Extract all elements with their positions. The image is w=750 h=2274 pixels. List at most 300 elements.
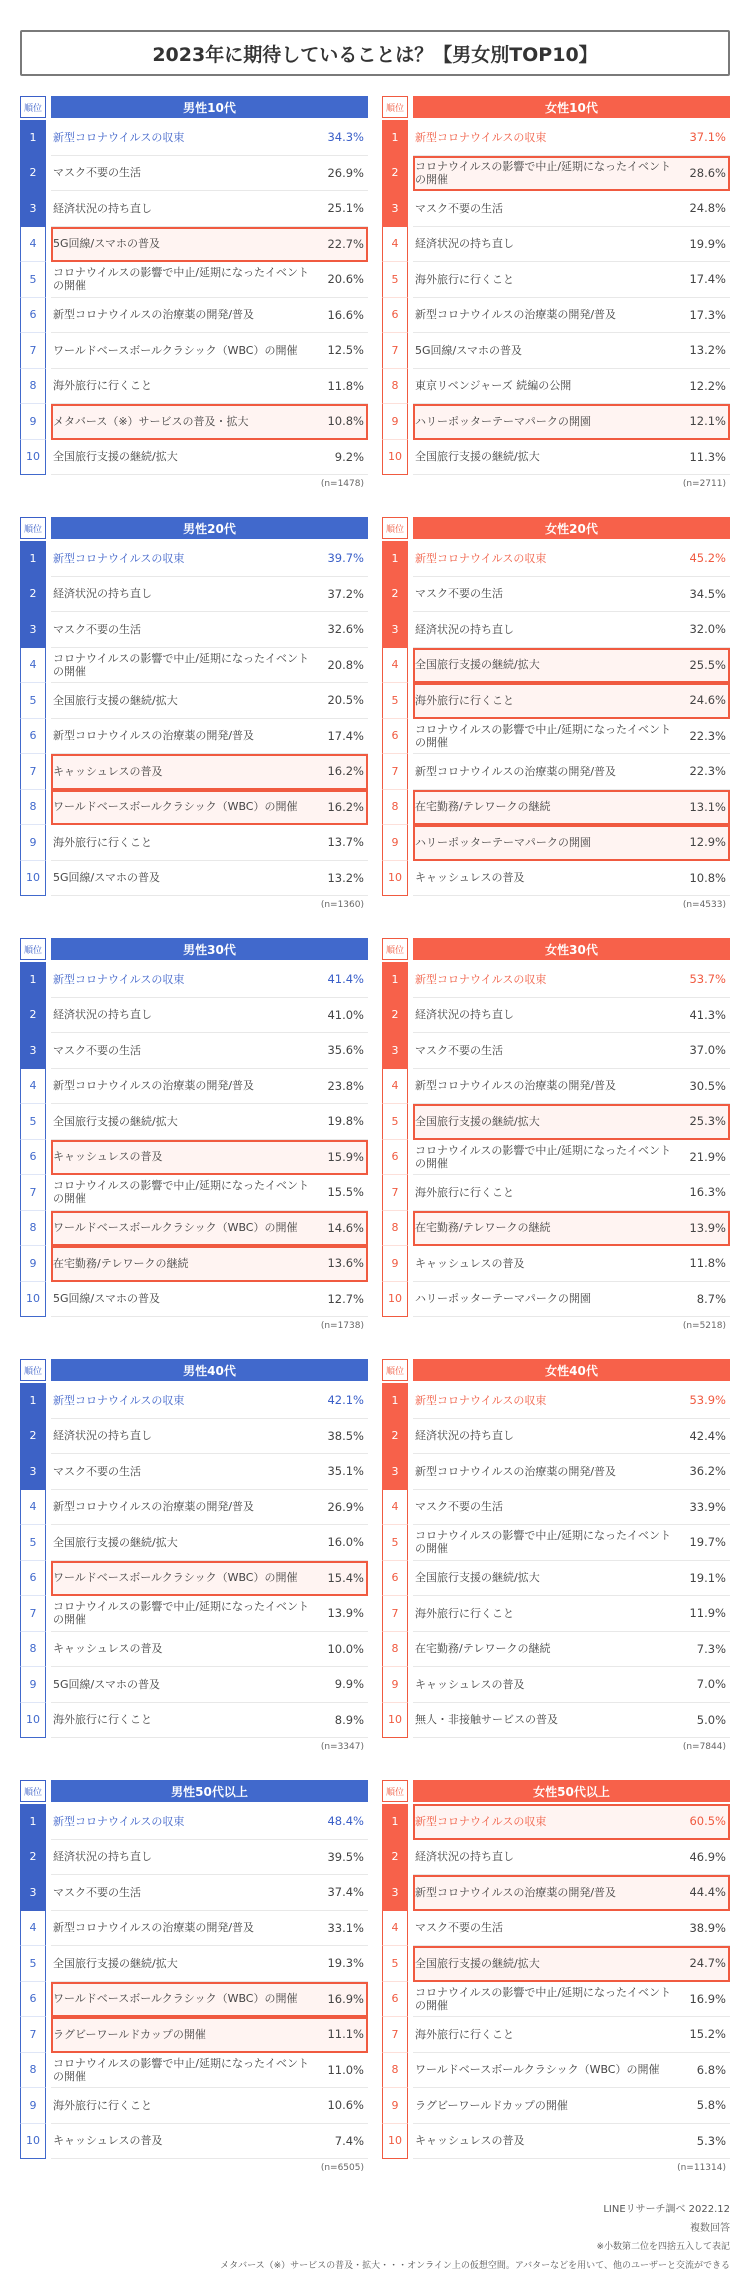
- ranking-table-female: [382, 1359, 730, 1752]
- item-label: コロナウイルスの影響で中止/延期になったイベントの開催: [53, 266, 310, 293]
- item-percentage: 24.6%: [689, 693, 726, 708]
- item-percentage: 37.1%: [689, 130, 726, 145]
- row-body: [51, 1490, 368, 1526]
- rank-number: 10: [20, 440, 46, 476]
- table-row: [20, 1383, 368, 1419]
- row-body: [413, 1911, 730, 1947]
- rank-column-header: 順位: [382, 96, 408, 118]
- row-body: [51, 1033, 368, 1069]
- sample-size: (n=5218): [682, 1321, 726, 1331]
- table-row: [20, 719, 368, 755]
- table-row: [20, 1104, 368, 1140]
- item-label: マスク不要の生活: [415, 587, 503, 601]
- item-label: 新型コロナウイルスの収束: [53, 551, 185, 565]
- item-percentage: 23.8%: [327, 1078, 364, 1093]
- item-percentage: 42.1%: [327, 1393, 364, 1408]
- table-row: [382, 1246, 730, 1282]
- table-row: [382, 1490, 730, 1526]
- item-label: キャッシュレスの普及: [53, 764, 163, 778]
- table-row: [382, 1175, 730, 1211]
- rank-number: 3: [382, 1033, 408, 1069]
- item-label: コロナウイルスの影響で中止/延期になったイベントの開催: [415, 1985, 672, 2012]
- rank-column-header: 順位: [20, 517, 46, 539]
- item-label: ワールドベースボールクラシック（WBC）の開催: [53, 800, 298, 814]
- item-label: 経済状況の持ち直し: [53, 587, 152, 601]
- row-body: [413, 191, 730, 227]
- row-body: [413, 1104, 730, 1140]
- row-body: [51, 2053, 368, 2089]
- row-body: [413, 333, 730, 369]
- item-percentage: 20.5%: [327, 693, 364, 708]
- rank-number: 4: [382, 1069, 408, 1105]
- rank-number: 7: [382, 1175, 408, 1211]
- row-body: [51, 998, 368, 1034]
- row-body: [413, 1069, 730, 1105]
- item-percentage: 15.4%: [327, 1570, 364, 1585]
- item-percentage: 19.8%: [327, 1114, 364, 1129]
- row-body: [413, 648, 730, 684]
- table-header: [382, 1780, 730, 1802]
- row-body: [51, 1561, 368, 1597]
- item-percentage: 11.1%: [327, 2027, 364, 2042]
- item-label: 海外旅行に行くこと: [415, 272, 514, 286]
- item-percentage: 11.8%: [327, 378, 364, 393]
- rank-number: 8: [382, 369, 408, 405]
- item-label: ハリーポッターテーマパークの開園: [415, 835, 591, 849]
- item-label: コロナウイルスの影響で中止/延期になったイベントの開催: [415, 1143, 672, 1170]
- item-label: 経済状況の持ち直し: [53, 1429, 152, 1443]
- table-row: [382, 298, 730, 334]
- rank-number: 8: [382, 790, 408, 826]
- table-row: [20, 1632, 368, 1668]
- row-body: [51, 1632, 368, 1668]
- item-label: 全国旅行支援の継続/拡大: [53, 1535, 178, 1549]
- item-percentage: 32.6%: [327, 622, 364, 637]
- row-body: [51, 962, 368, 998]
- item-percentage: 35.6%: [327, 1043, 364, 1058]
- sample-size: (n=3347): [320, 1742, 364, 1752]
- table-row: [20, 369, 368, 405]
- rank-number: 6: [382, 1140, 408, 1176]
- rank-number: 2: [382, 1419, 408, 1455]
- item-percentage: 25.3%: [689, 1114, 726, 1129]
- rank-column-header: 順位: [382, 517, 408, 539]
- group-label: 男性30代: [51, 938, 368, 960]
- item-label: 経済状況の持ち直し: [415, 622, 514, 636]
- table-row: [382, 1282, 730, 1318]
- table-row: [382, 2088, 730, 2124]
- rank-number: 3: [20, 1033, 46, 1069]
- row-body: [51, 825, 368, 861]
- item-label: 全国旅行支援の継続/拡大: [415, 1114, 540, 1128]
- row-body: [413, 861, 730, 897]
- item-label: 新型コロナウイルスの収束: [415, 1814, 547, 1828]
- row-body: [413, 262, 730, 298]
- table-row: [382, 1632, 730, 1668]
- row-body: [51, 577, 368, 613]
- item-percentage: 12.7%: [327, 1291, 364, 1306]
- table-row: [20, 1804, 368, 1840]
- item-label: キャッシュレスの普及: [415, 1256, 525, 1270]
- sample-size: (n=1738): [320, 1321, 364, 1331]
- rank-number: 3: [20, 1454, 46, 1490]
- table-row: [20, 683, 368, 719]
- rank-number: 7: [20, 1596, 46, 1632]
- table-row: [382, 369, 730, 405]
- table-row: [382, 1911, 730, 1947]
- rank-number: 1: [382, 962, 408, 998]
- row-body: [51, 2088, 368, 2124]
- item-percentage: 22.3%: [689, 728, 726, 743]
- item-percentage: 16.2%: [327, 764, 364, 779]
- item-label: 海外旅行に行くこと: [415, 1185, 514, 1199]
- item-percentage: 16.6%: [327, 307, 364, 322]
- table-row: [20, 1946, 368, 1982]
- item-percentage: 19.7%: [689, 1535, 726, 1550]
- rank-number: 8: [382, 2053, 408, 2089]
- item-label: ワールドベースボールクラシック（WBC）の開催: [53, 1992, 298, 2006]
- rank-number: 2: [382, 998, 408, 1034]
- table-header: [382, 1359, 730, 1381]
- rank-number: 6: [382, 298, 408, 334]
- row-body: [51, 1140, 368, 1176]
- sample-size: (n=2711): [682, 479, 726, 489]
- table-header: [20, 517, 368, 539]
- row-body: [51, 191, 368, 227]
- table-row: [20, 1246, 368, 1282]
- sample-size: (n=1478): [320, 479, 364, 489]
- rank-number: 4: [20, 1069, 46, 1105]
- item-label: コロナウイルスの影響で中止/延期になったイベントの開催: [415, 722, 672, 749]
- rank-number: 5: [382, 1104, 408, 1140]
- item-label: 無人・非接触サービスの普及: [415, 1713, 558, 1727]
- item-percentage: 38.9%: [689, 1920, 726, 1935]
- table-row: [382, 962, 730, 998]
- row-body: [413, 120, 730, 156]
- row-body: [413, 1632, 730, 1668]
- item-percentage: 13.9%: [327, 1606, 364, 1621]
- table-row: [382, 262, 730, 298]
- row-body: [413, 2017, 730, 2053]
- rank-column-header: 順位: [382, 938, 408, 960]
- group-label: 女性10代: [413, 96, 730, 118]
- table-row: [382, 440, 730, 476]
- item-percentage: 53.9%: [689, 1393, 726, 1408]
- table-row: [20, 1982, 368, 2018]
- item-label: マスク不要の生活: [415, 201, 503, 215]
- rank-number: 1: [20, 1383, 46, 1419]
- table-row: [382, 2053, 730, 2089]
- item-percentage: 34.3%: [327, 130, 364, 145]
- rank-number: 6: [20, 1982, 46, 2018]
- item-label: マスク不要の生活: [53, 166, 141, 180]
- rounding-note: ※小数第二位を四捨五入して表記: [596, 2242, 730, 2252]
- row-body: [51, 2017, 368, 2053]
- item-percentage: 8.9%: [334, 1712, 364, 1727]
- table-row: [20, 1875, 368, 1911]
- group-label: 男性50代以上: [51, 1780, 368, 1802]
- table-row: [20, 156, 368, 192]
- row-body: [413, 1703, 730, 1739]
- row-body: [51, 1383, 368, 1419]
- row-body: [51, 1175, 368, 1211]
- row-body: [413, 998, 730, 1034]
- item-percentage: 8.7%: [696, 1291, 726, 1306]
- row-body: [51, 1282, 368, 1318]
- table-row: [382, 683, 730, 719]
- item-label: 新型コロナウイルスの治療薬の開発/普及: [415, 1885, 617, 1899]
- row-body: [51, 790, 368, 826]
- row-body: [51, 1104, 368, 1140]
- item-percentage: 12.9%: [689, 835, 726, 850]
- group-label: 女性50代以上: [413, 1780, 730, 1802]
- table-row: [382, 790, 730, 826]
- item-label: コロナウイルスの影響で中止/延期になったイベントの開催: [53, 2056, 310, 2083]
- row-body: [51, 156, 368, 192]
- item-percentage: 44.4%: [689, 1885, 726, 1900]
- table-row: [382, 1982, 730, 2018]
- item-label: 在宅勤務/テレワークの継続: [53, 1256, 189, 1270]
- multi-answer-note: 複数回答: [690, 2223, 730, 2234]
- item-percentage: 14.6%: [327, 1220, 364, 1235]
- table-row: [382, 1703, 730, 1739]
- table-row: [382, 1561, 730, 1597]
- row-body: [51, 1840, 368, 1876]
- item-percentage: 21.9%: [689, 1149, 726, 1164]
- item-percentage: 7.3%: [696, 1641, 726, 1656]
- item-percentage: 37.4%: [327, 1885, 364, 1900]
- table-row: [382, 1525, 730, 1561]
- rank-number: 1: [382, 1383, 408, 1419]
- item-percentage: 19.3%: [327, 1956, 364, 1971]
- row-body: [413, 1383, 730, 1419]
- rank-number: 4: [20, 227, 46, 263]
- item-label: 新型コロナウイルスの治療薬の開発/普及: [53, 1079, 255, 1093]
- item-percentage: 13.1%: [689, 799, 726, 814]
- item-label: コロナウイルスの影響で中止/延期になったイベントの開催: [53, 1600, 310, 1627]
- item-label: 新型コロナウイルスの収束: [53, 130, 185, 144]
- rank-number: 9: [20, 2088, 46, 2124]
- table-row: [382, 719, 730, 755]
- row-body: [51, 1982, 368, 2018]
- item-percentage: 38.5%: [327, 1428, 364, 1443]
- rank-number: 6: [20, 719, 46, 755]
- rank-number: 3: [382, 191, 408, 227]
- row-body: [413, 754, 730, 790]
- table-row: [20, 612, 368, 648]
- row-body: [51, 754, 368, 790]
- row-body: [413, 404, 730, 440]
- table-row: [382, 1104, 730, 1140]
- item-percentage: 10.8%: [327, 414, 364, 429]
- item-label: ラグビーワールドカップの開催: [415, 2098, 568, 2112]
- rank-number: 7: [20, 2017, 46, 2053]
- rank-column-header: 順位: [382, 1359, 408, 1381]
- table-row: [20, 648, 368, 684]
- item-percentage: 41.3%: [689, 1007, 726, 1022]
- rank-number: 10: [20, 2124, 46, 2160]
- rank-number: 10: [20, 1282, 46, 1318]
- sample-size: (n=7844): [682, 1742, 726, 1752]
- rank-number: 5: [20, 1525, 46, 1561]
- table-row: [382, 648, 730, 684]
- item-label: 全国旅行支援の継続/拡大: [415, 450, 540, 464]
- item-percentage: 15.5%: [327, 1185, 364, 1200]
- row-body: [413, 440, 730, 476]
- item-label: 海外旅行に行くこと: [415, 2027, 514, 2041]
- row-body: [51, 612, 368, 648]
- row-body: [51, 541, 368, 577]
- row-body: [51, 861, 368, 897]
- table-row: [382, 861, 730, 897]
- metaverse-note: メタバース（※）サービスの普及・拡大・・・オンライン上の仮想空間。アバターなどを用いて、他のユーザーと交流ができる: [220, 2261, 730, 2271]
- group-label: 男性20代: [51, 517, 368, 539]
- table-row: [20, 333, 368, 369]
- rank-number: 10: [382, 861, 408, 897]
- rank-number: 3: [382, 1454, 408, 1490]
- item-label: 在宅勤務/テレワークの継続: [415, 1642, 551, 1656]
- rank-number: 3: [382, 1875, 408, 1911]
- row-body: [51, 1804, 368, 1840]
- item-label: キャッシュレスの普及: [53, 2134, 163, 2148]
- item-percentage: 9.9%: [334, 1677, 364, 1692]
- item-percentage: 13.6%: [327, 1256, 364, 1271]
- row-body: [51, 1911, 368, 1947]
- group-label: 男性40代: [51, 1359, 368, 1381]
- row-body: [51, 262, 368, 298]
- rank-number: 9: [20, 825, 46, 861]
- item-label: 新型コロナウイルスの治療薬の開発/普及: [53, 1921, 255, 1935]
- item-percentage: 41.4%: [327, 972, 364, 987]
- item-percentage: 13.7%: [327, 835, 364, 850]
- rank-number: 2: [382, 1840, 408, 1876]
- item-label: キャッシュレスの普及: [415, 2134, 525, 2148]
- row-body: [51, 683, 368, 719]
- rank-column-header: 順位: [382, 1780, 408, 1802]
- item-percentage: 11.8%: [689, 1256, 726, 1271]
- rank-number: 8: [20, 1211, 46, 1247]
- table-row: [20, 2088, 368, 2124]
- table-row: [382, 1946, 730, 1982]
- item-percentage: 24.7%: [689, 1956, 726, 1971]
- group-label: 女性30代: [413, 938, 730, 960]
- row-body: [51, 1525, 368, 1561]
- rank-number: 4: [20, 1490, 46, 1526]
- item-label: 新型コロナウイルスの治療薬の開発/普及: [415, 1079, 617, 1093]
- item-label: 5G回線/スマホの普及: [53, 237, 161, 251]
- table-row: [382, 825, 730, 861]
- item-percentage: 19.1%: [689, 1570, 726, 1585]
- rank-number: 10: [20, 861, 46, 897]
- ranking-table-female: [382, 96, 730, 489]
- item-label: マスク不要の生活: [53, 622, 141, 636]
- row-body: [413, 1875, 730, 1911]
- rank-number: 3: [20, 612, 46, 648]
- table-row: [20, 440, 368, 476]
- ranking-table-male: [20, 1780, 368, 2173]
- item-percentage: 60.5%: [689, 1814, 726, 1829]
- row-body: [51, 1419, 368, 1455]
- footnotes: [220, 2200, 730, 2274]
- row-body: [51, 1454, 368, 1490]
- item-label: 新型コロナウイルスの治療薬の開発/普及: [53, 729, 255, 743]
- item-percentage: 25.5%: [689, 657, 726, 672]
- item-percentage: 11.0%: [327, 2062, 364, 2077]
- ranking-table-male: [20, 1359, 368, 1752]
- row-body: [413, 1561, 730, 1597]
- row-body: [51, 1596, 368, 1632]
- table-row: [382, 120, 730, 156]
- ranking-table-female: [382, 517, 730, 910]
- group-label: 女性20代: [413, 517, 730, 539]
- item-label: 海外旅行に行くこと: [415, 693, 514, 707]
- row-body: [51, 1875, 368, 1911]
- sample-size: (n=1360): [320, 900, 364, 910]
- table-header: [20, 1359, 368, 1381]
- item-label: 5G回線/スマホの普及: [53, 1677, 161, 1691]
- item-percentage: 10.8%: [689, 870, 726, 885]
- table-row: [382, 577, 730, 613]
- table-row: [20, 1282, 368, 1318]
- row-body: [413, 1525, 730, 1561]
- rank-number: 5: [20, 1104, 46, 1140]
- item-label: ラグビーワールドカップの開催: [53, 2027, 206, 2041]
- item-label: コロナウイルスの影響で中止/延期になったイベントの開催: [415, 1529, 672, 1556]
- rank-number: 10: [382, 1703, 408, 1739]
- rank-number: 8: [382, 1211, 408, 1247]
- table-row: [382, 156, 730, 192]
- row-body: [413, 1175, 730, 1211]
- rank-column-header: 順位: [20, 938, 46, 960]
- item-percentage: 35.1%: [327, 1464, 364, 1479]
- item-label: 新型コロナウイルスの治療薬の開発/普及: [415, 308, 617, 322]
- row-body: [413, 227, 730, 263]
- rank-number: 8: [20, 1632, 46, 1668]
- row-body: [413, 541, 730, 577]
- table-row: [20, 262, 368, 298]
- page-title: 2023年に期待していることは？【男女別TOP10】: [20, 30, 730, 76]
- item-label: 経済状況の持ち直し: [415, 1850, 514, 1864]
- item-percentage: 45.2%: [689, 551, 726, 566]
- rank-number: 4: [382, 1490, 408, 1526]
- item-percentage: 48.4%: [327, 1814, 364, 1829]
- row-body: [51, 333, 368, 369]
- item-label: 新型コロナウイルスの治療薬の開発/普及: [415, 1464, 617, 1478]
- rank-number: 4: [20, 1911, 46, 1947]
- rank-number: 5: [20, 1946, 46, 1982]
- rank-number: 9: [20, 404, 46, 440]
- row-body: [413, 369, 730, 405]
- item-label: コロナウイルスの影響で中止/延期になったイベントの開催: [53, 1179, 310, 1206]
- item-label: 新型コロナウイルスの収束: [415, 130, 547, 144]
- item-percentage: 7.4%: [334, 2133, 364, 2148]
- rank-column-header: 順位: [20, 1780, 46, 1802]
- item-label: マスク不要の生活: [415, 1043, 503, 1057]
- item-percentage: 20.8%: [327, 657, 364, 672]
- item-percentage: 30.5%: [689, 1078, 726, 1093]
- row-body: [51, 719, 368, 755]
- item-percentage: 5.0%: [696, 1712, 726, 1727]
- row-body: [51, 404, 368, 440]
- item-label: 新型コロナウイルスの収束: [415, 972, 547, 986]
- table-row: [20, 1596, 368, 1632]
- table-row: [382, 1419, 730, 1455]
- item-percentage: 39.5%: [327, 1849, 364, 1864]
- row-body: [413, 1454, 730, 1490]
- item-label: ハリーポッターテーマパークの開園: [415, 414, 591, 428]
- table-row: [20, 1525, 368, 1561]
- table-row: [20, 577, 368, 613]
